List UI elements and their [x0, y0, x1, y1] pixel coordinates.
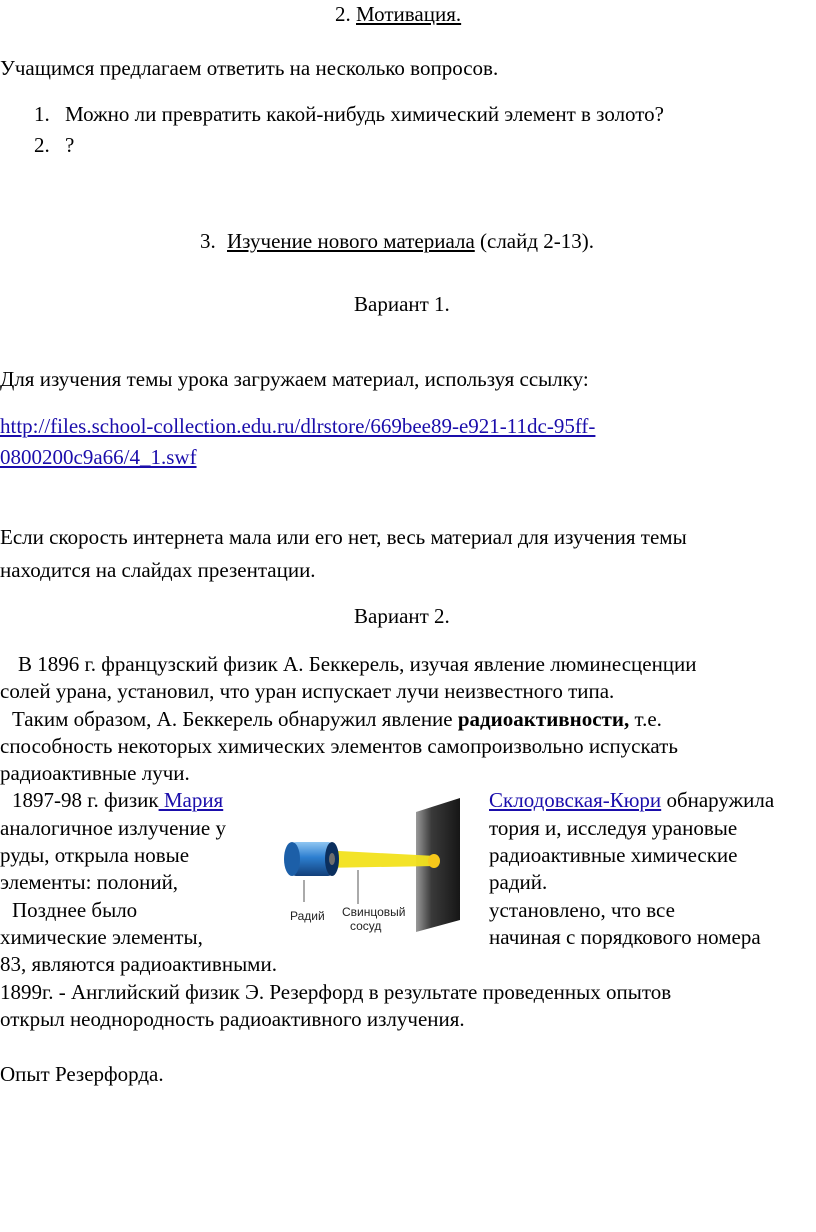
curie-line-4-left: элементы: полоний, [0, 870, 179, 894]
para-radioactivity-line-1 [12, 706, 662, 732]
section-3-number: 3. [200, 229, 216, 253]
para-becquerel-line-1: В 1896 г. французский физик А. Беккерель, изучая явление люминесценции [18, 652, 697, 676]
radium-source [329, 853, 335, 865]
curie-line-3-right: радиоактивные химические [489, 843, 738, 867]
curie-line-4-right: радий. [489, 870, 548, 894]
section-3-suffix: (слайд 2-13). [474, 229, 595, 253]
curie-line-1-left [12, 787, 223, 813]
variant-2-heading: Вариант 2. [354, 604, 450, 628]
radioactivity-post: т.е. [629, 707, 662, 731]
para-radioactivity-line-2: способность некоторых химических элементов самопроизвольно испускать [0, 734, 678, 758]
rutherford-line-1: 1899г. - Английский физик Э. Резерфорд в результате проведенных опытов [0, 980, 672, 1004]
variant-1-note-line-1: Если скорость интернета мала или его нет, весь материал для изучения темы [0, 525, 687, 549]
curie-intro: 1897-98 г. физик [12, 788, 159, 812]
label-lead-vessel-1: Свинцовый [342, 905, 406, 919]
label-radium: Радий [290, 909, 325, 923]
later-line-3: 83, являются радиоактивными. [0, 952, 277, 976]
radiation-experiment-figure [276, 792, 472, 960]
para-becquerel-line-2: солей урана, установил, что уран испускает лучи неизвестного типа. [0, 679, 615, 703]
radioactivity-term: радиоактивности, [457, 707, 630, 731]
question-1-number: 1. [34, 102, 50, 126]
curie-discovered: обнаружила [661, 788, 775, 812]
radioactivity-pre: Таким образом, А. Беккерель обнаружил явление [12, 707, 458, 731]
later-line-1-right: установлено, что все [489, 898, 675, 922]
curie-line-3-left: руды, открыла новые [0, 843, 190, 867]
rutherford-experiment: Опыт Резерфорда. [0, 1062, 164, 1086]
later-line-2-left: химические элементы, [0, 925, 203, 949]
maria-link[interactable]: Мария [158, 788, 224, 812]
section-3-heading [200, 228, 594, 254]
para-radioactivity-line-3: радиоактивные лучи. [0, 761, 190, 785]
section-2-number: 2. [335, 2, 351, 26]
later-line-2-right: начиная с порядкового номера [489, 925, 761, 949]
variant-1-heading: Вариант 1. [354, 292, 450, 316]
question-1 [34, 101, 664, 127]
beam-spot [428, 854, 440, 868]
resource-link-line-2[interactable]: 0800200c9a66/4_1.swf [0, 445, 197, 469]
variant-1-text: Для изучения темы урока загружаем материал, используя ссылку: [0, 367, 589, 391]
lead-vessel-end [284, 842, 300, 876]
section-2-title: Мотивация. [356, 2, 462, 26]
variant-1-note-line-2: находится на слайдах презентации. [0, 558, 316, 582]
resource-link-line-1[interactable]: http://files.school-collection.edu.ru/dlrstore/669bee89-e921-11dc-95ff- [0, 414, 596, 438]
label-lead-vessel-2: сосуд [350, 919, 382, 933]
curie-line-2-left: аналогичное излучение у [0, 816, 226, 840]
question-2 [34, 132, 74, 158]
rutherford-line-2: открыл неоднородность радиоактивного излучения. [0, 1007, 465, 1031]
sklodowska-curie-link[interactable]: Склодовская-Кюри [489, 788, 662, 812]
later-line-1-left: Позднее было [12, 898, 138, 922]
section-3-title: Изучение нового материала [227, 229, 475, 253]
question-2-text: ? [65, 133, 75, 157]
question-2-number: 2. [34, 133, 50, 157]
question-1-text: Можно ли превратить какой-нибудь химический элемент в золото? [65, 102, 665, 126]
curie-line-2-right: тория и, исследуя урановые [489, 816, 738, 840]
curie-line-1-right [489, 787, 774, 813]
intro-text: Учащимся предлагаем ответить на несколько вопросов. [0, 56, 499, 80]
section-2-heading [335, 1, 461, 27]
